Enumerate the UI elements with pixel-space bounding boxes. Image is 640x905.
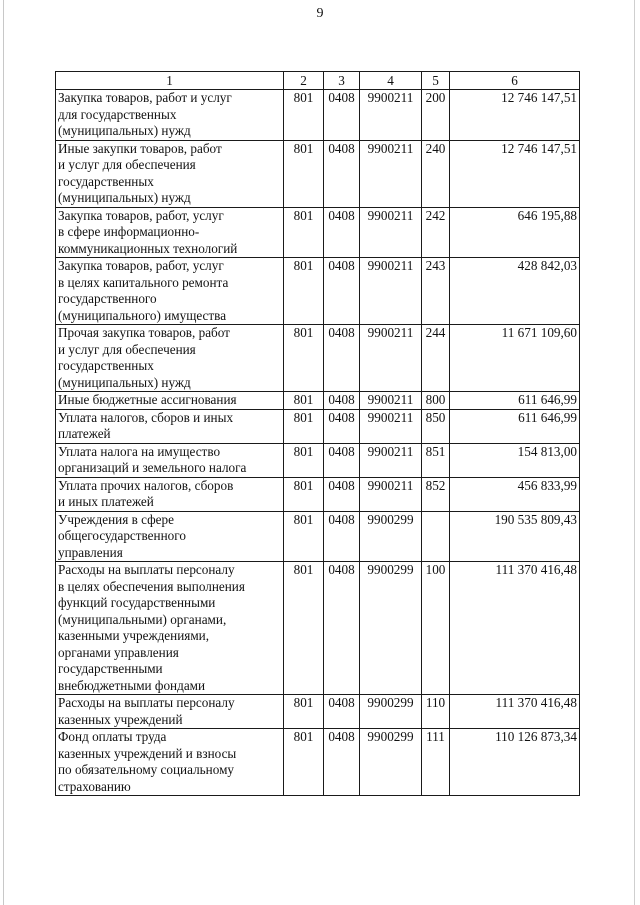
page-number: 9 — [316, 6, 324, 21]
budget-table — [55, 71, 580, 796]
cell-csr: 9900299 — [360, 729, 422, 796]
cell-sum: 111 370 416,48 — [450, 695, 580, 729]
cell-vr: 111 — [422, 729, 450, 796]
cell-ved: 801 — [284, 90, 324, 141]
header-col-3: 3 — [324, 72, 360, 90]
cell-csr: 9900211 — [360, 409, 422, 443]
cell-name-line: Фонд оплаты труда — [58, 729, 167, 744]
cell-ved: 801 — [284, 511, 324, 562]
cell-name-line: и услуг для обеспечения — [58, 341, 196, 357]
cell-rz: 0408 — [324, 325, 360, 392]
cell-vr: 243 — [422, 258, 450, 325]
cell-name — [56, 207, 284, 258]
cell-sum: 110 126 873,34 — [450, 729, 580, 796]
cell-rz: 0408 — [324, 695, 360, 729]
cell-name-line: для государственных — [58, 106, 177, 122]
cell-rz: 0408 — [324, 562, 360, 695]
cell-vr: 100 — [422, 562, 450, 695]
cell-vr — [422, 511, 450, 562]
table-row — [56, 562, 580, 695]
cell-name-line: казенными учреждениями, — [58, 628, 210, 643]
cell-name-line: Учреждения в сфере — [58, 511, 174, 527]
cell-name-line: (муниципальных) нужд — [58, 123, 191, 138]
cell-name — [56, 443, 284, 477]
header-col-1: 1 — [56, 72, 284, 90]
cell-vr: 242 — [422, 207, 450, 258]
cell-name-line: Закупка товаров, работ и услуг — [58, 90, 232, 105]
cell-name-line: в целях обеспечения выполнения — [58, 578, 245, 594]
cell-name-line: Расходы на выплаты персоналу — [58, 562, 235, 577]
cell-name — [56, 392, 284, 410]
cell-rz: 0408 — [324, 258, 360, 325]
header-col-5: 5 — [422, 72, 450, 90]
cell-name — [56, 140, 284, 207]
cell-sum: 428 842,03 — [450, 258, 580, 325]
header-col-4: 4 — [360, 72, 422, 90]
cell-rz: 0408 — [324, 729, 360, 796]
cell-name-line: платежей — [58, 426, 111, 441]
cell-sum: 190 535 809,43 — [450, 511, 580, 562]
cell-vr: 244 — [422, 325, 450, 392]
cell-sum: 12 746 147,51 — [450, 90, 580, 141]
table-row — [56, 325, 580, 392]
cell-name-line: казенных учреждений и взносы — [58, 745, 237, 761]
cell-ved: 801 — [284, 409, 324, 443]
cell-name-line: Уплата прочих налогов, сборов — [58, 477, 234, 493]
table-row — [56, 258, 580, 325]
cell-sum: 456 833,99 — [450, 477, 580, 511]
cell-sum: 111 370 416,48 — [450, 562, 580, 695]
cell-rz: 0408 — [324, 90, 360, 141]
cell-rz: 0408 — [324, 477, 360, 511]
cell-csr: 9900211 — [360, 207, 422, 258]
table-row — [56, 511, 580, 562]
cell-vr: 110 — [422, 695, 450, 729]
cell-name-line: органами управления — [58, 644, 179, 660]
cell-csr: 9900211 — [360, 325, 422, 392]
table-row — [56, 729, 580, 796]
cell-name-line: страхованию — [58, 778, 131, 794]
cell-name-line: в целях капитального ремонта — [58, 274, 229, 290]
cell-ved: 801 — [284, 443, 324, 477]
cell-ved: 801 — [284, 562, 324, 695]
cell-vr: 240 — [422, 140, 450, 207]
cell-vr: 852 — [422, 477, 450, 511]
cell-name-line: государственных — [58, 358, 154, 373]
cell-sum: 12 746 147,51 — [450, 140, 580, 207]
cell-sum: 154 813,00 — [450, 443, 580, 477]
cell-ved: 801 — [284, 207, 324, 258]
table-row — [56, 140, 580, 207]
cell-name — [56, 409, 284, 443]
table-row — [56, 207, 580, 258]
cell-name-line: государственными — [58, 661, 163, 676]
cell-name-line: по обязательному социальному — [58, 762, 235, 777]
cell-name-line: (муниципальных) нужд — [58, 190, 191, 205]
scan-edge-right — [634, 0, 635, 905]
cell-name-line: Уплата налогов, сборов и иных — [58, 409, 234, 425]
table-row — [56, 392, 580, 410]
table-row — [56, 695, 580, 729]
header-col-6: 6 — [450, 72, 580, 90]
cell-name-line: внебюджетными фондами — [58, 677, 206, 693]
cell-rz: 0408 — [324, 392, 360, 410]
cell-ved: 801 — [284, 325, 324, 392]
cell-csr: 9900211 — [360, 443, 422, 477]
cell-csr: 9900299 — [360, 511, 422, 562]
cell-name — [56, 695, 284, 729]
cell-csr: 9900299 — [360, 562, 422, 695]
cell-name-line: государственных — [58, 173, 154, 189]
cell-name-line: Уплата налога на имущество — [58, 443, 221, 459]
header-col-2: 2 — [284, 72, 324, 90]
table-row — [56, 443, 580, 477]
cell-rz: 0408 — [324, 511, 360, 562]
cell-name-line: (муниципального) имущества — [58, 307, 227, 323]
cell-name-line: и иных платежей — [58, 494, 154, 509]
cell-name-line: в сфере информационно- — [58, 224, 200, 239]
cell-name-line: общегосударственного — [58, 528, 186, 543]
cell-name-line: управления — [58, 544, 123, 560]
cell-name — [56, 511, 284, 562]
cell-name-line: (муниципальных) нужд — [58, 374, 191, 390]
cell-rz: 0408 — [324, 409, 360, 443]
cell-ved: 801 — [284, 695, 324, 729]
cell-name — [56, 729, 284, 796]
table-row — [56, 90, 580, 141]
cell-name — [56, 90, 284, 141]
cell-vr: 200 — [422, 90, 450, 141]
cell-name-line: государственного — [58, 291, 157, 306]
cell-name — [56, 477, 284, 511]
cell-sum: 646 195,88 — [450, 207, 580, 258]
cell-rz: 0408 — [324, 443, 360, 477]
cell-vr: 851 — [422, 443, 450, 477]
cell-name-line: функций государственными — [58, 595, 216, 610]
scan-edge-left — [3, 0, 4, 905]
cell-name-line: Расходы на выплаты персоналу — [58, 695, 235, 710]
cell-rz: 0408 — [324, 207, 360, 258]
cell-csr: 9900211 — [360, 258, 422, 325]
table-row — [56, 409, 580, 443]
cell-name-line: и услуг для обеспечения — [58, 157, 196, 172]
table-body — [56, 90, 580, 796]
cell-rz: 0408 — [324, 140, 360, 207]
cell-csr: 9900211 — [360, 477, 422, 511]
cell-sum: 611 646,99 — [450, 392, 580, 410]
cell-ved: 801 — [284, 477, 324, 511]
cell-sum: 11 671 109,60 — [450, 325, 580, 392]
cell-vr: 850 — [422, 409, 450, 443]
header-row — [56, 72, 580, 90]
cell-name-line: Иные бюджетные ассигнования — [58, 392, 237, 407]
cell-name — [56, 325, 284, 392]
cell-ved: 801 — [284, 140, 324, 207]
cell-name-line: казенных учреждений — [58, 711, 183, 727]
cell-name-line: Прочая закупка товаров, работ — [58, 325, 230, 340]
cell-name-line: коммуникационных технологий — [58, 240, 238, 256]
cell-csr: 9900211 — [360, 140, 422, 207]
cell-sum: 611 646,99 — [450, 409, 580, 443]
cell-ved: 801 — [284, 258, 324, 325]
cell-csr: 9900211 — [360, 90, 422, 141]
cell-ved: 801 — [284, 392, 324, 410]
cell-ved: 801 — [284, 729, 324, 796]
cell-name-line: Закупка товаров, работ, услуг — [58, 207, 224, 223]
cell-name-line: Закупка товаров, работ, услуг — [58, 258, 224, 273]
cell-name-line: (муниципальными) органами, — [58, 611, 227, 627]
cell-csr: 9900211 — [360, 392, 422, 410]
cell-csr: 9900299 — [360, 695, 422, 729]
cell-name-line: Иные закупки товаров, работ — [58, 140, 222, 156]
cell-name — [56, 258, 284, 325]
cell-vr: 800 — [422, 392, 450, 410]
cell-name-line: организаций и земельного налога — [58, 460, 247, 475]
table-row — [56, 477, 580, 511]
cell-name — [56, 562, 284, 695]
